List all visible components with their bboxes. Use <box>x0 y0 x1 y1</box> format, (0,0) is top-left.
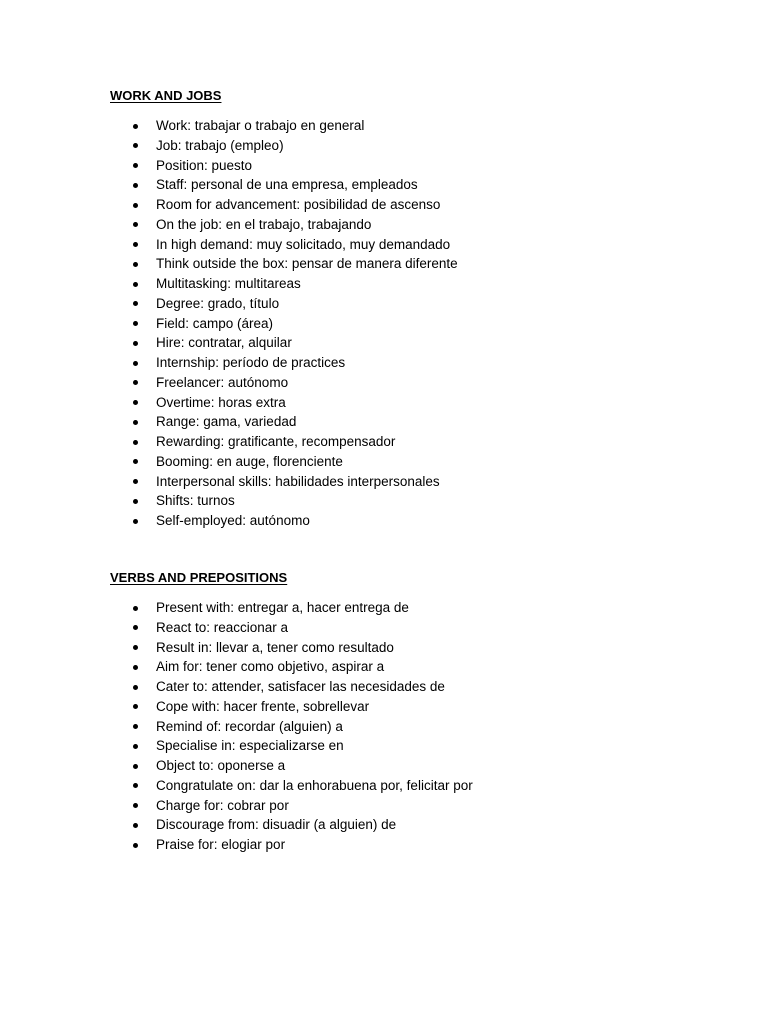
list-item-text: Overtime: horas extra <box>156 394 286 410</box>
list-item-text: Booming: en auge, florenciente <box>156 453 343 469</box>
vocabulary-list <box>110 116 730 531</box>
list-item-text: Self-employed: autónomo <box>156 513 310 528</box>
list-item <box>110 491 730 511</box>
bullet-icon <box>133 400 138 405</box>
list-item <box>110 314 730 334</box>
bullet-icon <box>133 499 138 504</box>
bullet-icon <box>133 764 138 769</box>
list-item-text: Interpersonal skills: habilidades interpersonales <box>156 473 440 489</box>
bullet-icon <box>133 724 138 729</box>
bullet-icon <box>133 282 138 287</box>
list-item-text: Specialise in: especializarse en <box>156 738 344 754</box>
list-item <box>110 274 730 294</box>
list-item <box>110 432 730 452</box>
list-item-text: In high demand: muy solicitado, muy demandado <box>156 236 451 252</box>
list-item-text: Work: trabajar o trabajo en general <box>156 118 365 133</box>
list-item-text: Range: gama, variedad <box>156 414 297 430</box>
list-item-text: Cater to: attender, satisfacer las necesidades de <box>156 679 445 694</box>
bullet-icon <box>133 440 138 445</box>
list-item <box>110 333 730 353</box>
list-item <box>110 195 730 215</box>
section-heading: WORK AND JOBS <box>110 88 222 103</box>
list-item <box>110 215 730 235</box>
bullet-icon <box>133 665 138 670</box>
list-item <box>110 373 730 393</box>
bullet-icon <box>133 163 138 168</box>
bullet-icon <box>133 301 138 306</box>
list-item-text: Object to: oponerse a <box>156 758 286 773</box>
list-item-text: Staff: personal de una empresa, empleados <box>156 177 418 193</box>
section-verbs-and-prepositions <box>110 569 730 852</box>
list-item-text: Field: campo (área) <box>156 315 274 331</box>
list-item-text: Position: puesto <box>156 157 253 173</box>
bullet-icon <box>133 704 138 709</box>
list-item <box>110 717 730 737</box>
list-item <box>110 254 730 274</box>
section-heading: VERBS AND PREPOSITIONS <box>110 570 288 585</box>
list-item <box>110 412 730 432</box>
list-item-text: On the job: en el trabajo, trabajando <box>156 216 372 232</box>
list-item-text: Remind of: recordar (alguien) a <box>156 718 343 734</box>
list-item <box>110 697 730 717</box>
list-item-text: Rewarding: gratificante, recompensador <box>156 434 396 449</box>
bullet-icon <box>133 361 138 366</box>
bullet-icon <box>133 843 138 848</box>
list-item <box>110 776 730 796</box>
bullet-icon <box>133 143 138 148</box>
bullet-icon <box>133 124 138 129</box>
list-item <box>110 353 730 373</box>
bullet-icon <box>133 685 138 690</box>
list-item <box>110 136 730 156</box>
list-item-text: Charge for: cobrar por <box>156 797 289 813</box>
list-item <box>110 796 730 816</box>
list-item-text: Aim for: tener como objetivo, aspirar a <box>156 659 385 675</box>
list-item <box>110 736 730 756</box>
list-item-text: Internship: período de practices <box>156 355 346 370</box>
vocabulary-list <box>110 598 730 855</box>
list-item <box>110 677 730 697</box>
list-item-text: Degree: grado, título <box>156 295 280 311</box>
bullet-icon <box>133 420 138 425</box>
bullet-icon <box>133 203 138 208</box>
list-item <box>110 835 730 855</box>
list-item <box>110 235 730 255</box>
section-work-and-jobs <box>110 87 730 528</box>
list-item-text: Multitasking: multitareas <box>156 276 301 291</box>
bullet-icon <box>133 519 138 524</box>
list-item-text: Job: trabajo (empleo) <box>156 137 284 153</box>
list-item-text: Shifts: turnos <box>156 493 235 509</box>
bullet-icon <box>133 222 138 227</box>
bullet-icon <box>133 321 138 326</box>
list-item-text: Present with: entregar a, hacer entrega de <box>156 600 409 615</box>
list-item <box>110 116 730 136</box>
bullet-icon <box>133 459 138 464</box>
bullet-icon <box>133 262 138 267</box>
list-item <box>110 393 730 413</box>
list-item-text: Freelancer: autónomo <box>156 374 289 390</box>
list-item-text: Hire: contratar, alquilar <box>156 335 292 351</box>
bullet-icon <box>133 823 138 828</box>
bullet-icon <box>133 341 138 346</box>
list-item-text: Discourage from: disuadir (a alguien) de <box>156 817 397 833</box>
list-item-text: React to: reaccionar a <box>156 619 289 635</box>
bullet-icon <box>133 645 138 650</box>
bullet-icon <box>133 783 138 788</box>
list-item-text: Result in: llevar a, tener como resultado <box>156 639 394 655</box>
list-item <box>110 756 730 776</box>
bullet-icon <box>133 744 138 749</box>
bullet-icon <box>133 380 138 385</box>
bullet-icon <box>133 183 138 188</box>
bullet-icon <box>133 479 138 484</box>
list-item-text: Think outside the box: pensar de manera diferente <box>156 256 458 272</box>
list-item <box>110 156 730 176</box>
list-item <box>110 618 730 638</box>
list-item-text: Room for advancement: posibilidad de ascenso <box>156 197 441 212</box>
bullet-icon <box>133 625 138 630</box>
bullet-icon <box>133 803 138 808</box>
list-item <box>110 511 730 531</box>
list-item <box>110 472 730 492</box>
list-item <box>110 452 730 472</box>
list-item-text: Congratulate on: dar la enhorabuena por, felicitar por <box>156 777 473 793</box>
list-item <box>110 657 730 677</box>
list-item <box>110 638 730 658</box>
bullet-icon <box>133 242 138 247</box>
list-item <box>110 598 730 618</box>
list-item-text: Cope with: hacer frente, sobrellevar <box>156 698 370 714</box>
list-item <box>110 175 730 195</box>
list-item <box>110 815 730 835</box>
list-item <box>110 294 730 314</box>
bullet-icon <box>133 606 138 611</box>
list-item-text: Praise for: elogiar por <box>156 837 286 852</box>
